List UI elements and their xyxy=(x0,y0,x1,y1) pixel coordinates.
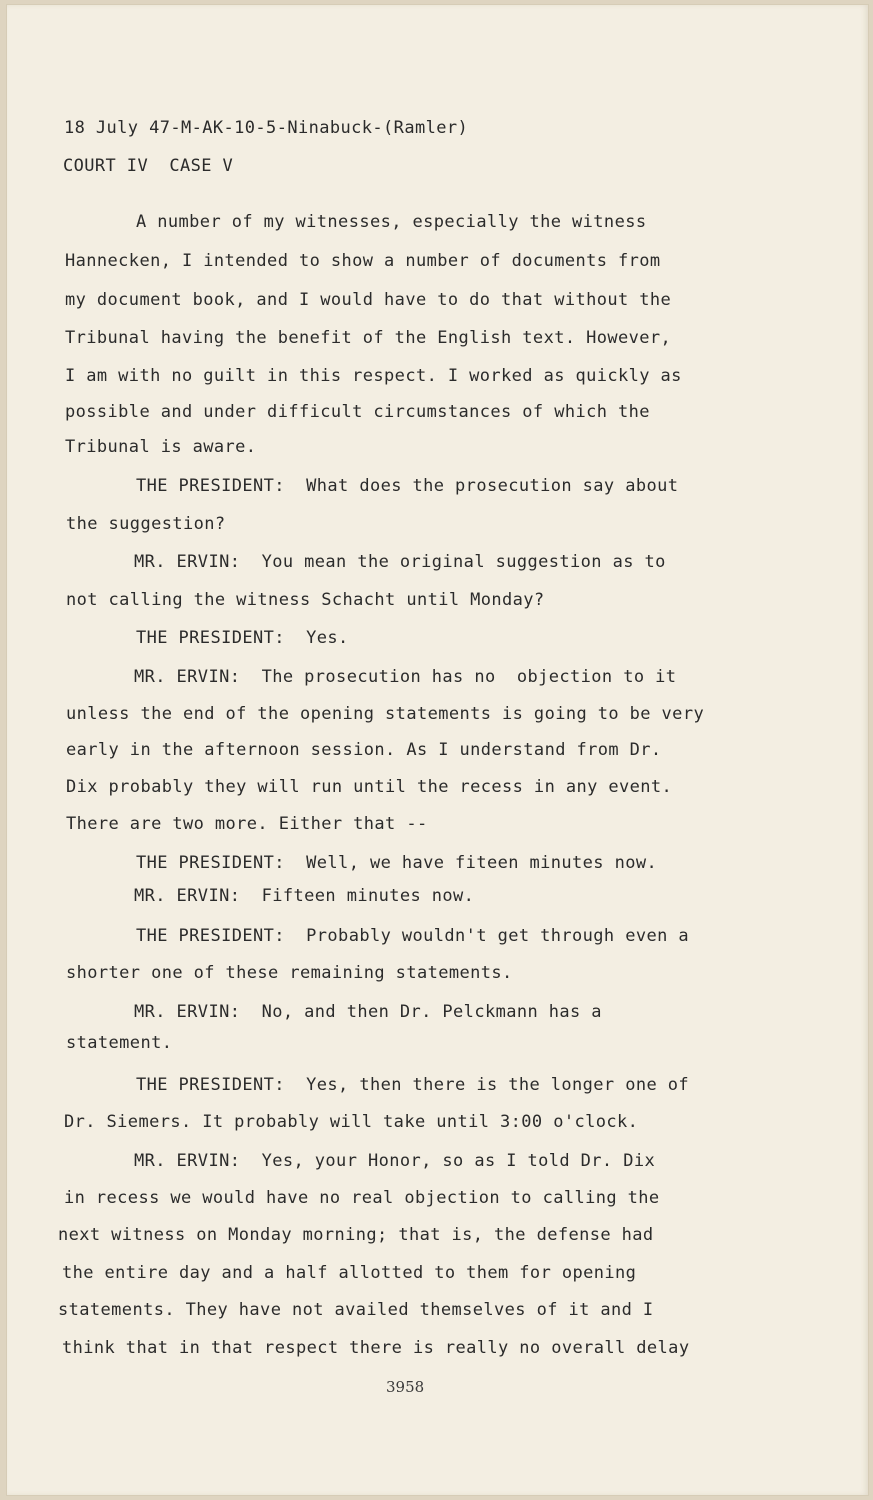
page-number: 3958 xyxy=(386,1378,425,1396)
text-line-20: THE PRESIDENT: Probably wouldn't get through even a xyxy=(136,926,690,946)
header-line-court-case: COURT IV CASE V xyxy=(63,156,234,176)
text-line-18: THE PRESIDENT: Well, we have fiteen minutes now. xyxy=(136,853,658,873)
text-line-13: MR. ERVIN: The prosecution has no objection to it xyxy=(134,667,677,687)
text-line-16: Dix probably they will run until the recess in any event. xyxy=(66,777,673,797)
text-line-25: Dr. Siemers. It probably will take until 3:00 o'clock. xyxy=(64,1112,639,1132)
text-line-12: THE PRESIDENT: Yes. xyxy=(136,628,349,648)
text-line-8: THE PRESIDENT: What does the prosecution say about xyxy=(136,476,679,496)
text-line-24: THE PRESIDENT: Yes, then there is the longer one of xyxy=(136,1075,690,1095)
text-line-3: my document book, and I would have to do that without the xyxy=(65,290,672,310)
text-line-4: Tribunal having the benefit of the English text. However, xyxy=(65,328,672,348)
text-line-11: not calling the witness Schacht until Monday? xyxy=(66,590,545,610)
text-line-1: A number of my witnesses, especially the witness xyxy=(136,212,647,232)
text-line-7: Tribunal is aware. xyxy=(65,437,257,457)
text-line-30: statements. They have not availed themselves of it and I xyxy=(58,1300,654,1320)
text-line-21: shorter one of these remaining statements. xyxy=(66,963,513,983)
text-line-22: MR. ERVIN: No, and then Dr. Pelckmann has a xyxy=(134,1002,602,1022)
text-line-17: There are two more. Either that -- xyxy=(66,814,428,834)
text-line-31: think that in that respect there is really no overall delay xyxy=(62,1338,690,1358)
text-line-26: MR. ERVIN: Yes, your Honor, so as I told Dr. Dix xyxy=(134,1151,656,1171)
text-line-27: in recess we would have no real objection to calling the xyxy=(64,1188,660,1208)
text-line-5: I am with no guilt in this respect. I worked as quickly as xyxy=(65,366,682,386)
text-line-19: MR. ERVIN: Fifteen minutes now. xyxy=(134,886,475,906)
text-line-28: next witness on Monday morning; that is, the defense had xyxy=(58,1225,654,1245)
text-line-10: MR. ERVIN: You mean the original suggestion as to xyxy=(134,552,666,572)
text-line-6: possible and under difficult circumstances of which the xyxy=(65,402,650,422)
text-line-9: the suggestion? xyxy=(66,514,226,534)
text-line-2: Hannecken, I intended to show a number of documents from xyxy=(65,251,661,271)
text-line-15: early in the afternoon session. As I understand from Dr. xyxy=(66,740,662,760)
text-line-23: statement. xyxy=(66,1033,173,1053)
text-line-29: the entire day and a half allotted to them for opening xyxy=(62,1263,637,1283)
text-line-14: unless the end of the opening statements is going to be very xyxy=(66,704,705,724)
document-page xyxy=(6,4,869,1496)
header-line-date-reference: 18 July 47-M-AK-10-5-Ninabuck-(Ramler) xyxy=(64,118,469,138)
